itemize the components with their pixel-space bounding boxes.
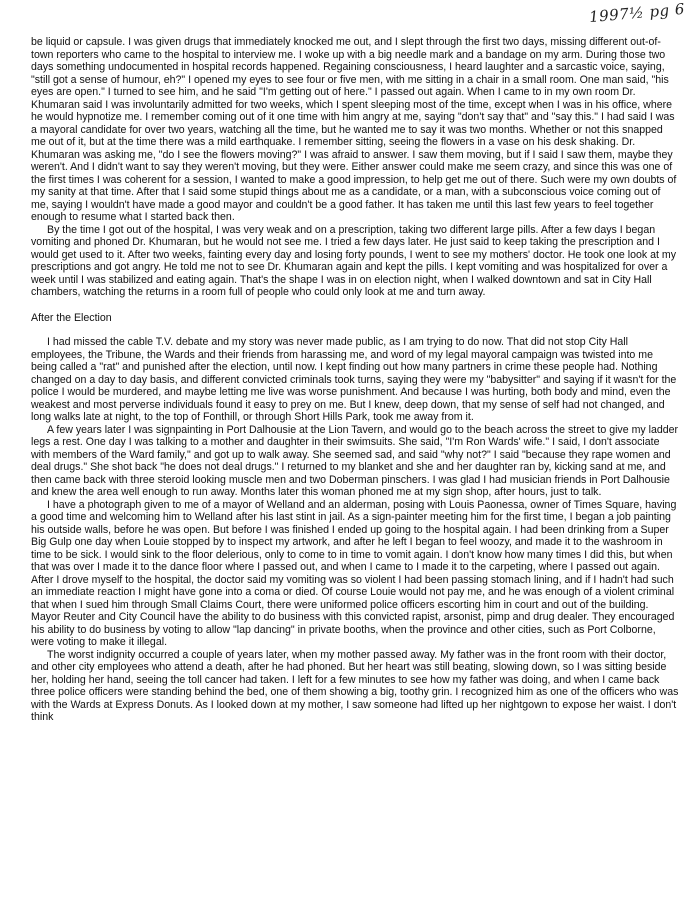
paragraph-hospital-stay: be liquid or capsule. I was given drugs that immediately knocked me out, and I slept through the first two days, missing different out-of-town reporters who came to the hospital to interview me. I woke up with a big needle mark and a bandage on my arm. During those two days something undocumented in hospital records happened. Regaining consciousness, I heard laughter and a sarcastic voice, saying, "still got a sense of humour, eh?" I opened my eyes to see four or five men, with me sitting in a chair in a small room. One man said, "his eyes are open." I turned to see him, and he said "I'm getting out of here." I passed out again. When I came to in my own room Dr. Khumaran said I was involuntarily admitted for two weeks, which I spent sleeping most of the time, except when I was in his office, where he would hypnotize me. I remember coming out of it one time with him angry at me, saying "don't say that" and "say this." I had said I was a mayoral candidate for over two years, watching all the time, but he wanted me to say it was two months. Whether or not this snapped me out of it, but at the time there was a mild earthquake. I remember sitting, seeing the flowers in a vase on his desk shaking. Dr. Khumaran was asking me, "do I see the flowers moving?" I was afraid to answer. I saw them moving, but if I said I saw them, maybe they weren't. And I didn't want to say they weren't moving, but they were. Either answer could make me seem crazy, and since this was one of the first times I was coherent for a session, I wanted to make a good impression, to help get me out of there. Such were my own doubts of my sanity at that time. After that I said some stupid things about me as a candidate, or a man, with a subconscious voice coming out of me, saying I wouldn't have made a good mayor and couldn't be a good father. It has taken me until this last few years to feel together enough to resume what I started back then. [31,36,677,223]
handwritten-page-note: 1997½ pg 6 [588,0,686,27]
paragraph-mother-passing: The worst indignity occurred a couple of years later, when my mother passed away. My father was in the front room with their doctor, and other city employees who attend a death, after he had phoned. But her heart was still beating, slowing down, so I was sitting beside her, holding her hand, seeing the toll cancer had taken. I left for a few minutes to see how my father was doing, and when I came back three police officers were standing behind the bed, one of them showing a big, toothy grin. I recognized him as one of the officers who was with the Wards at Express Donuts. As I looked down at my mother, I saw someone had lifted up her nightgown to expose her waist. I don't think [31,648,679,723]
paragraph-times-square: I have a photograph given to me of a mayor of Welland and an alderman, posing with Louis Paonessa, owner of Times Square, having a good time and welcoming him to Welland after his last stint in jail. As a sign-painter meeting him for the first time, I began a job painting his outside walls, before he was open. But before I was finished I ended up going to the hospital again. I had been drinking from a Super Big Gulp one day when Louie stopped by to inspect my artwork, and after he left I began to feel woozy, and made it to the washroom in time to be sick. I would sink to the floor delerious, only to come to in time to vomit again. I don't know how many times I did this, but when that was over I made it to the dance floor where I passed out, and when I came to I made it to the carpeting, where I passed out again. After I drove myself to the hospital, the doctor said my vomiting was so violent I had been passing stomach lining, and if I hadn't had such an immediate reaction I might have gone into a coma or died. Of course Louie would not pay me, and he was enough of a violent criminal that when I sued him through Small Claims Court, there were uniformed police officers escorting him in court and out of the building. Mayor Reuter and City Council have the ability to do business with this convicted rapist, arsonist, pimp and drug dealer. They encouraged his ability to do business by voting to allow "lap dancing" in private booths, when the province and other cities, such as Port Colborne, were voting to make it illegal. [31,498,677,648]
paragraph-harassment: I had missed the cable T.V. debate and my story was never made public, as I am trying to do now. That did not stop City Hall employees, the Tribune, the Wards and their friends from harassing me, and word of my legal mayoral campaign was twisted into me being called a "rat" and punished after the election, until now. I kept finding out how many partners in crime these people had. Nothing changed on a day to day basis, and different convicted criminals took turns, saying they were my "babysitter" and saying if it wasn't for the police I would be murdered, and maybe letting me live was worse punishment. And because I was hurting, both body and mind, even the weakest and most perverse individuals found it easy to prey on me. But I knew, deep down, that my sense of self had not changed, and long walks late at night, to the top of Fonthill, or through Short Hills Park, took me away from it. [31,336,677,423]
section-heading-after-election: After the Election [31,311,112,324]
paragraph-port-dalhousie: A few years later I was signpainting in Port Dalhousie at the Lion Tavern, and would go to the beach across the street to give my ladder legs a rest. One day I was talking to a mother and daughter in their swimsuits. She said, "I'm Ron Wards' wife." I said, I don't associate with members of the Ward family," and got up to walk away. She seemed sad, and said "why not?" I said "because they rape women and deal drugs." She shot back "he does not deal drugs." I returned to my blanket and she and her daughter ran by, kicking sand at me, and then came back with three steroid looking muscle men and two Doberman pinschers. I was glad I had musician friends in Port Dalhousie and knew the area well enough to run away. Months later this woman phoned me at my sign shop, after hours, just to talk. [31,423,679,498]
paragraph-after-hospital: By the time I got out of the hospital, I was very weak and on a prescription, taking two different large pills. After a few days I began vomiting and phoned Dr. Khumaran, but he would not see me. I tried a few days later. He just said to keep taking the prescription and I would get used to it. After two weeks, fainting every day and losing forty pounds, I went to see my mothers' doctor. He took one look at my prescriptions and got angry. He told me not to see Dr. Khumaran again and kept the pills. I kept vomiting and was hospitalized for over a week until I was stabilized and eating again. That's the shape I was in on election night, when I walked downtown and sat in City Hall chambers, watching the returns in a room full of people who could only look at me and turn away. [31,223,677,298]
document-body [31,36,679,724]
